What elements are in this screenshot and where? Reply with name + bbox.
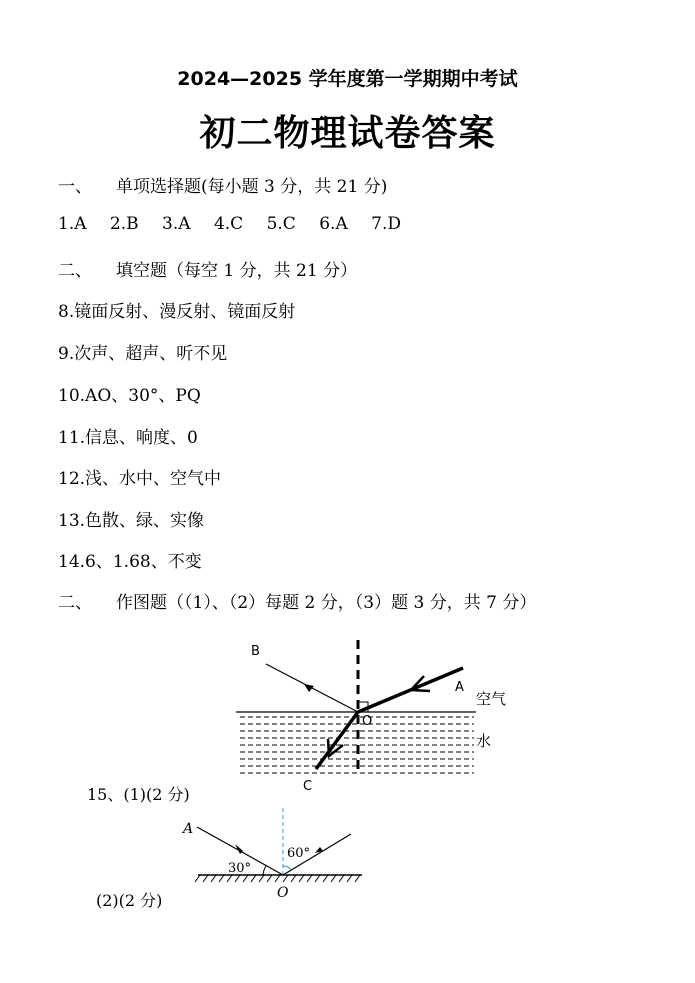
answer-6: 6.A	[319, 214, 348, 234]
section2-number: 二、	[58, 261, 92, 281]
label-o-2: O	[277, 885, 289, 901]
answer-7: 7.D	[371, 214, 401, 234]
label-c: C	[303, 779, 313, 794]
label-o: O	[362, 714, 373, 729]
label-angle-60: 60°	[287, 846, 311, 861]
figure2-caption: (2)(2 分)	[96, 891, 163, 910]
answer-item-14: 14.6、1.68、不变	[58, 552, 202, 572]
answer-item-11: 11.信息、响度、0	[58, 428, 198, 448]
answer-3: 3.A	[162, 214, 191, 234]
label-angle-30: 30°	[228, 861, 252, 876]
answer-1: 1.A	[58, 214, 87, 234]
answer-4: 4.C	[213, 214, 244, 234]
answer-item-8: 8.镜面反射、漫反射、镜面反射	[58, 302, 296, 322]
label-a-2: A	[183, 821, 194, 837]
answer-item-10: 10.AO、30°、PQ	[58, 386, 201, 406]
mirror-hatching	[195, 875, 360, 882]
answer-item-9: 9.次声、超声、听不见	[58, 344, 228, 364]
answer-2: 2.B	[109, 214, 139, 234]
label-a: A	[455, 680, 464, 695]
label-air: 空气	[476, 690, 507, 708]
exam-subtitle: 2024—2025 学年度第一学期期中考试	[177, 68, 518, 90]
section1-heading: 单项选择题(每小题 3 分，共 21 分)	[116, 177, 388, 197]
water-region	[238, 714, 474, 776]
page-title: 初二物理试卷答案	[199, 112, 496, 154]
section3-heading: 作图题（（1）、（2）每题 2 分，（3）题 3 分，共 7 分）	[116, 593, 537, 613]
label-b: B	[251, 644, 260, 659]
answer-item-13: 13.色散、绿、实像	[58, 511, 205, 531]
section3-number: 二、	[58, 593, 92, 613]
answer-5: 5.C	[266, 214, 296, 234]
section1-number: 一、	[58, 177, 92, 197]
section2-heading: 填空题（每空 1 分，共 21 分）	[116, 261, 358, 281]
angle-arc-30	[263, 866, 266, 875]
label-water: 水	[476, 732, 492, 750]
figure1-caption: 15、(1)(2 分)	[87, 785, 190, 804]
angle-arc-60	[283, 866, 291, 870]
answer-item-12: 12.浅、水中、空气中	[58, 469, 222, 489]
